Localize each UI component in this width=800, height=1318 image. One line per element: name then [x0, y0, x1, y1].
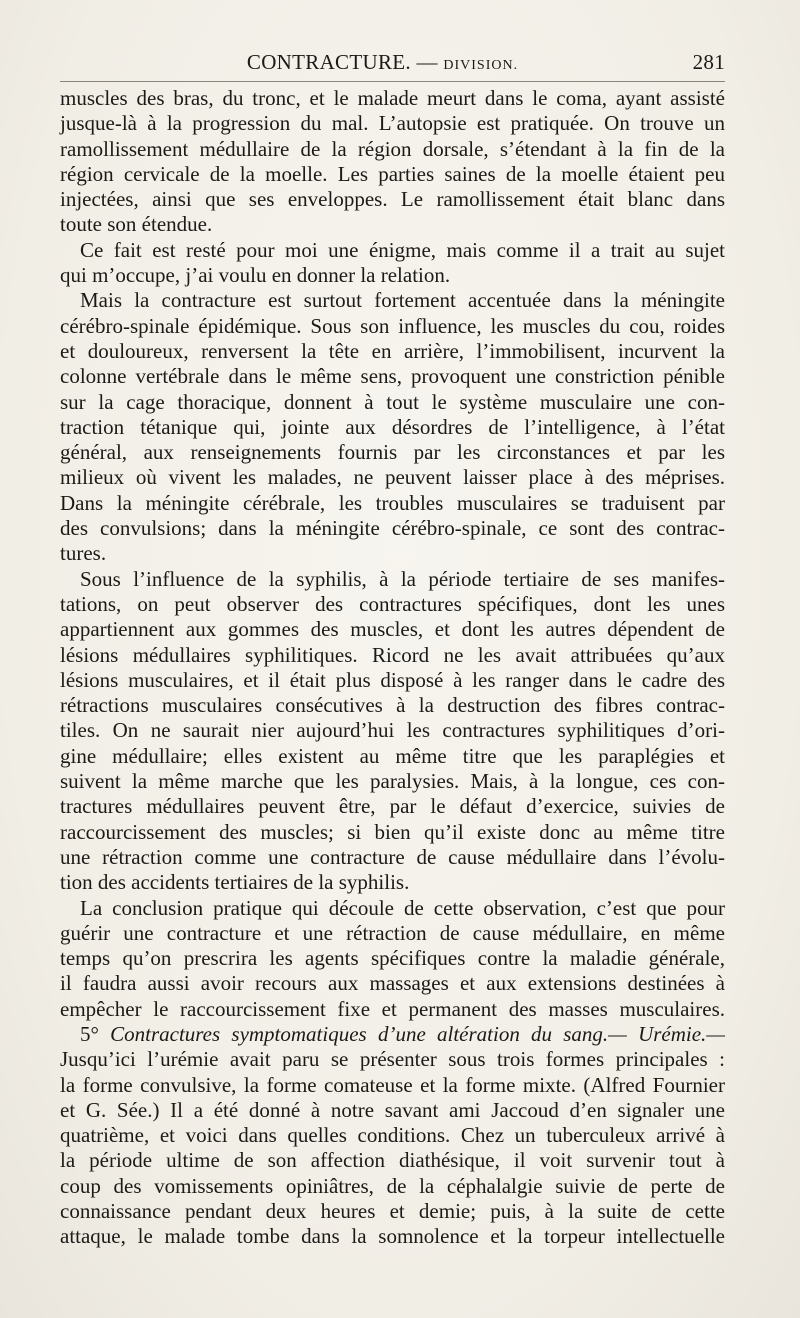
text-line: suivent la même marche que les paralysies. Mais, à la longue, ces con- [60, 769, 725, 794]
text-line: il faudra aussi avoir recours aux massages et aux extensions destinées à [60, 971, 725, 996]
text-line: La conclusion pratique qui découle de cette observation, c’est que pour [80, 895, 725, 920]
text-line: rétractions musculaires consécutives à la destruction des fibres contrac- [60, 693, 725, 718]
text-line: quatrième, et voici dans quelles conditions. Chez un tuberculeux arrivé à [60, 1123, 725, 1148]
text-line: lésions musculaires, et il était plus disposé à les ranger dans le cadre des [60, 667, 725, 692]
section-number: 5° [80, 1021, 111, 1046]
text-line: coup des vomissements opiniâtres, de la céphalalgie suivie de perte de [60, 1173, 725, 1198]
text-line: Dans la méningite cérébrale, les troubles musculaires se traduisent par [60, 490, 725, 515]
text-line: colonne vertébrale dans le même sens, provoquent une constriction pénible [60, 364, 725, 389]
text-line: connaissance pendant deux heures et demie; puis, à la suite de cette [60, 1199, 725, 1224]
header-rule [60, 81, 725, 82]
text-line: muscles des bras, du tronc, et le malade meurt dans le coma, ayant assisté [60, 86, 725, 110]
text-line: Mais la contracture est surtout fortement accentuée dans la méningite [80, 288, 725, 313]
running-title-dash: — [416, 50, 438, 74]
running-title-section: DIVISION. [443, 58, 519, 73]
text-line: général, aux renseignements fournis par les circonstances et par les [60, 440, 725, 465]
text-line: tion des accidents tertiaires de la syphilis. [60, 870, 410, 895]
running-title-main: CONTRACTURE. [246, 50, 411, 74]
text-line: ramollissement médullaire de la région dorsale, s’étendant à la fin de la [60, 136, 725, 161]
text-line: empêcher le raccourcissement fixe et permanent des masses musculaires. [60, 996, 725, 1021]
running-title [60, 50, 675, 75]
text-line: appartiennent aux gommes des muscles, et dont les autres dépendent de [60, 617, 725, 642]
text-line: la forme convulsive, la forme comateuse et la forme mixte. (Alfred Fournier [60, 1072, 725, 1097]
text-line: gine médullaire; elles existent au même titre que les paraplégies et [60, 743, 725, 768]
text-line: temps qu’on prescrira les agents spécifiques contre la maladie générale, [60, 946, 725, 971]
section-heading-line [60, 1022, 725, 1047]
section-heading: Contractures symptomatiques d’une altération du sang.— Urémie.— [110, 1021, 725, 1046]
text-line: cérébro-spinale épidémique. Sous son influence, les muscles du cou, roides [60, 313, 725, 338]
text-line: tures. [60, 541, 107, 566]
text-line: lésions médullaires syphilitiques. Ricord ne les avait attribuées qu’aux [60, 642, 725, 667]
text-line: attaque, le malade tombe dans la somnolence et la torpeur intellectuelle [60, 1224, 725, 1249]
page-number: 281 [692, 50, 725, 74]
text-line: traction tétanique qui, jointe aux désordres de l’intelligence, à l’état [60, 414, 725, 439]
text-line: injectées, ainsi que ses enveloppes. Le ramollissement était blanc dans [60, 187, 725, 212]
body-text [60, 86, 725, 1250]
text-line: et G. Sée.) Il a été donné à notre savant ami Jaccoud d’en signaler une [60, 1097, 725, 1122]
text-line: des convulsions; dans la méningite cérébro-spinale, ce sont des contrac- [60, 516, 725, 541]
text-line: tractures médullaires peuvent être, par le défaut d’exercice, suivies de [60, 794, 725, 819]
text-line: tations, on peut observer des contractures spécifiques, dont les unes [60, 591, 725, 616]
text-line: la période ultime de son affection diathésique, il voit survenir tout à [60, 1148, 725, 1173]
text-line: raccourcissement des muscles; si bien qu’il existe donc au même titre [60, 819, 725, 844]
text-line: Ce fait est resté pour moi une énigme, mais comme il a trait au sujet [80, 237, 725, 262]
text-line: et douloureux, renversent la tête en arrière, l’immobilisent, incurvent la [60, 338, 725, 363]
text-line: sur la cage thoracique, donnent à tout le système musculaire une con- [60, 389, 725, 414]
running-head [60, 50, 725, 80]
text-line: guérir une contracture et une rétraction de cause médullaire, en même [60, 920, 725, 945]
text-line: jusque-là à la progression du mal. L’autopsie est pratiquée. On trouve un [60, 111, 725, 136]
text-line: Sous l’influence de la syphilis, à la période tertiaire de ses manifes- [80, 566, 725, 591]
text-line: tiles. On ne saurait nier aujourd’hui les contractures syphilitiques d’ori- [60, 718, 725, 743]
text-line: qui m’occupe, j’ai voulu en donner la relation. [60, 263, 451, 288]
text-line: Jusqu’ici l’urémie avait paru se présenter sous trois formes principales : [60, 1047, 725, 1072]
text-line: milieux où vivent les malades, ne peuvent laisser place à des méprises. [60, 465, 725, 490]
text-line: toute son étendue. [60, 212, 213, 237]
text-line: région cervicale de la moelle. Les parties saines de la moelle étaient peu [60, 161, 725, 186]
text-line: une rétraction comme une contracture de cause médullaire dans l’évolu- [60, 844, 725, 869]
